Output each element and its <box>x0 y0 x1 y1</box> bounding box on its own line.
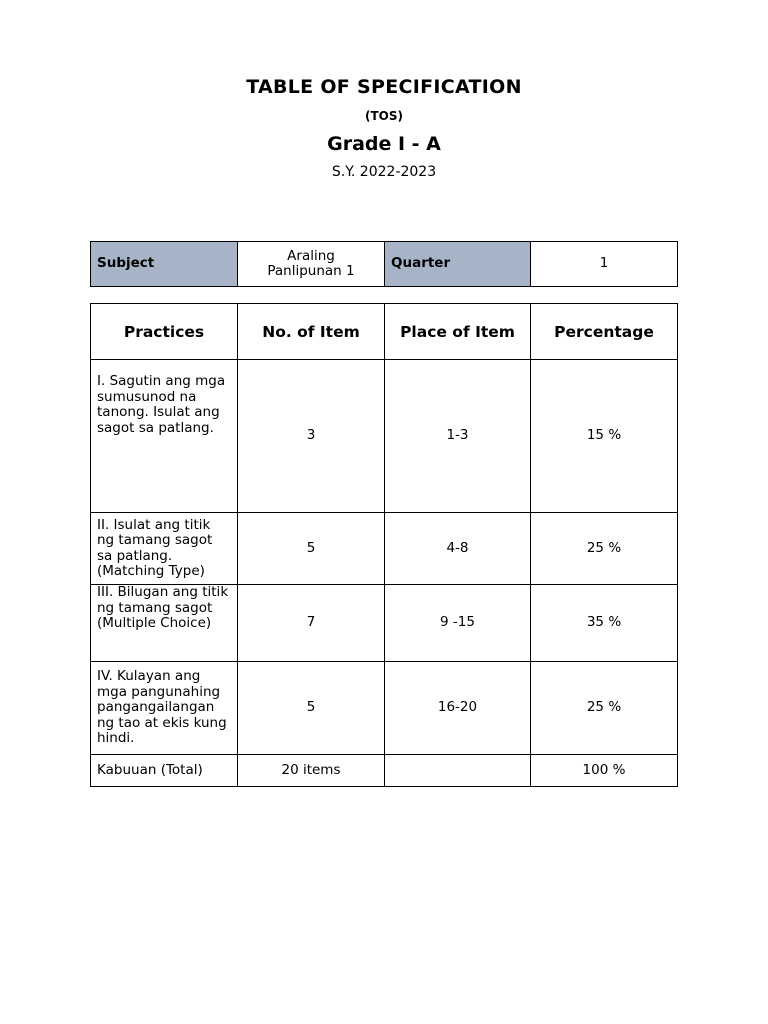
practice-cell: III. Bilugan ang titik ng tamang sagot (Multiple Choice) <box>91 585 238 662</box>
total-label: Kabuuan (Total) <box>91 755 238 787</box>
total-place <box>385 755 531 787</box>
items-cell: 5 <box>238 662 385 755</box>
table-row <box>91 513 678 585</box>
table-header-row <box>91 304 678 360</box>
total-items: 20 items <box>238 755 385 787</box>
quarter-value: 1 <box>531 242 678 287</box>
table-row <box>91 585 678 662</box>
items-cell: 5 <box>238 513 385 585</box>
grade-heading: Grade I - A <box>327 133 441 155</box>
items-cell: 3 <box>238 360 385 513</box>
quarter-label: Quarter <box>385 242 531 287</box>
document-title: TABLE OF SPECIFICATION <box>246 76 522 98</box>
total-percentage: 100 % <box>531 755 678 787</box>
subject-info-row <box>91 242 678 287</box>
document-abbrev: (TOS) <box>365 109 403 123</box>
subject-label: Subject <box>91 242 238 287</box>
items-cell: 7 <box>238 585 385 662</box>
practice-cell: IV. Kulayan ang mga pangunahing pangangailangan ng tao at ekis kung hindi. <box>91 662 238 755</box>
column-header-no-of-item: No. of Item <box>238 304 385 360</box>
percentage-cell: 25 % <box>531 513 678 585</box>
column-header-practices: Practices <box>91 304 238 360</box>
total-row <box>91 755 678 787</box>
subject-info-table <box>90 241 678 287</box>
place-cell: 9 -15 <box>385 585 531 662</box>
practice-cell: II. Isulat ang titik ng tamang sagot sa patlang. (Matching Type) <box>91 513 238 585</box>
column-header-place-of-item: Place of Item <box>385 304 531 360</box>
table-row <box>91 662 678 755</box>
place-cell: 4-8 <box>385 513 531 585</box>
subject-value: Araling Panlipunan 1 <box>238 242 385 287</box>
percentage-cell: 35 % <box>531 585 678 662</box>
column-header-percentage: Percentage <box>531 304 678 360</box>
percentage-cell: 15 % <box>531 360 678 513</box>
specification-table <box>90 303 678 787</box>
table-row <box>91 360 678 513</box>
place-cell: 1-3 <box>385 360 531 513</box>
percentage-cell: 25 % <box>531 662 678 755</box>
place-cell: 16-20 <box>385 662 531 755</box>
school-year: S.Y. 2022-2023 <box>331 164 437 180</box>
practice-cell: I. Sagutin ang mga sumusunod na tanong. Isulat ang sagot sa patlang. <box>91 360 238 513</box>
